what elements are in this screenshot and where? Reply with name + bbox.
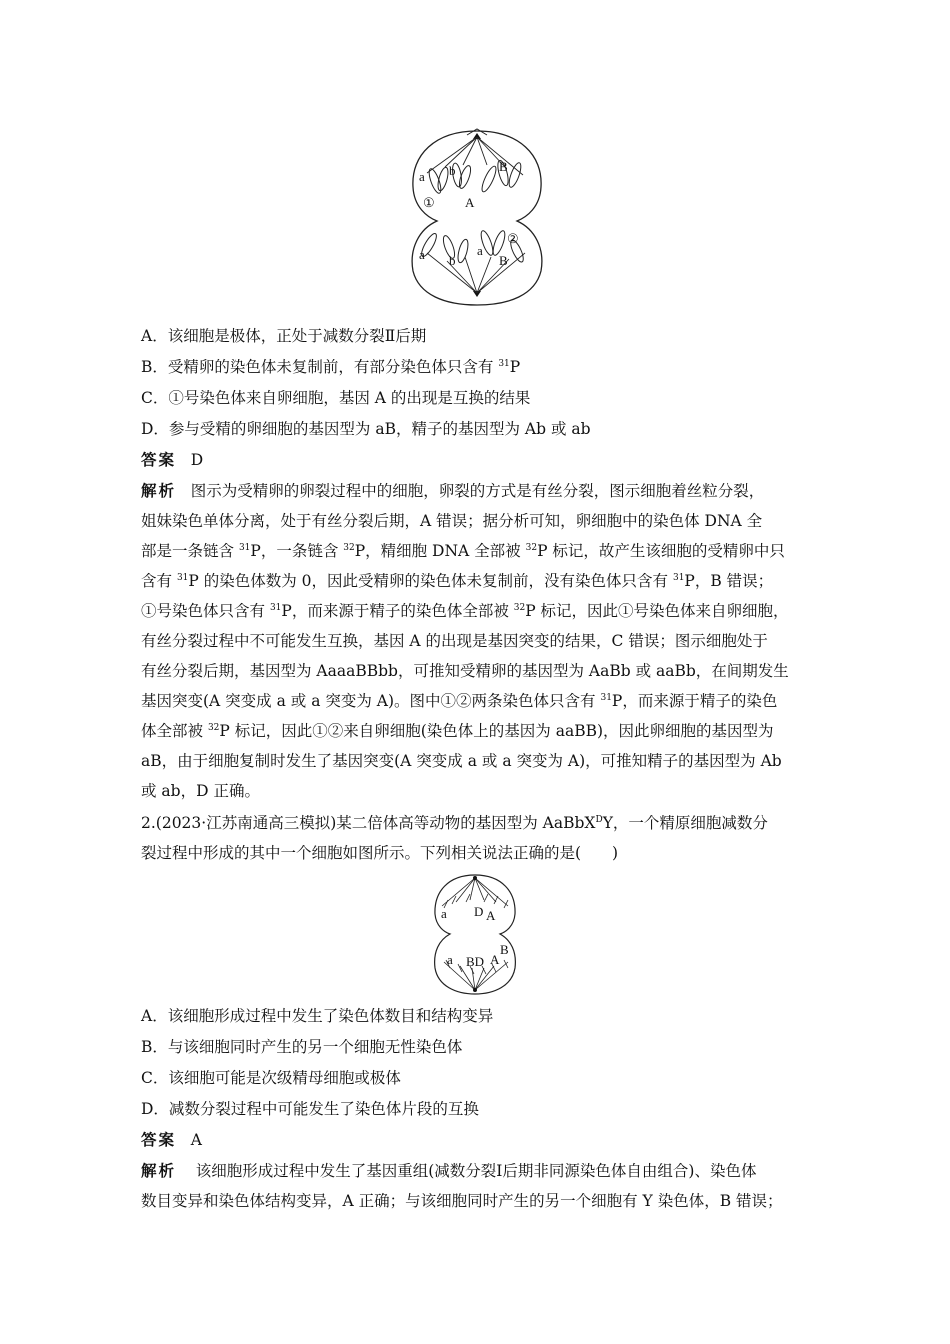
q1-l4-s2: 31 — [672, 573, 685, 583]
fig1-label-A: A — [465, 195, 475, 210]
q1-l4-s1: 31 — [176, 573, 189, 583]
q1-l5-s2: 32 — [513, 603, 526, 613]
fig2-label-A-top: A — [486, 908, 496, 923]
q1-analysis-label: 解析 — [141, 481, 177, 500]
q1-answer-value: D — [190, 451, 204, 469]
q1-l3-b: P，一条链含 — [250, 542, 344, 560]
q1-option-d: D．参与受精的卵细胞的基因型为 aB，精子的基因型为 Ab 或 ab — [141, 420, 591, 438]
q1-l8-a: 基因突变(A 突变成 a 或 a 突变为 A)。图中①②两条染色体只含有 — [141, 692, 601, 710]
q1-l5-b: P，而来源于精子的染色体全部被 — [281, 602, 514, 620]
q1-answer-label: 答案 — [141, 450, 177, 469]
q2-analysis-text-1: 该细胞形成过程中发生了基因重组(减数分裂Ⅰ后期非同源染色体自由组合)、染色体 — [195, 1162, 757, 1180]
q1-l5-a: ①号染色体只含有 — [141, 602, 270, 620]
figure-2-svg — [430, 872, 520, 997]
q2-answer-value: A — [190, 1131, 202, 1149]
q1-option-c: C．①号染色体来自卵细胞，基因 A 的出现是互换的结果 — [141, 389, 531, 407]
q2-option-b: B．与该细胞同时产生的另一个细胞无性染色体 — [141, 1038, 463, 1056]
fig1-label-a-top: a — [419, 169, 425, 184]
q1-analysis-line-9 — [141, 721, 821, 741]
q1-l4-c: P，B 错误； — [684, 572, 774, 590]
q1-l3-d: P 标记，故产生该细胞的受精卵中只 — [537, 542, 785, 560]
q1-analysis-line-7: 有丝分裂后期，基因型为 AaaaBBbb，可推知受精卵的基因型为 AaBb 或 aaBb，在间期发生 — [141, 662, 789, 680]
fig1-label-circle-one: ① — [423, 195, 435, 210]
q2-analysis-line-1 — [141, 1161, 821, 1181]
fig1-label-B-top: B — [499, 159, 508, 174]
fig1-label-b-top: b — [449, 163, 456, 178]
q1-analysis-line-4 — [141, 571, 821, 591]
q2-analysis-label: 解析 — [141, 1161, 177, 1180]
fig2-label-D-top: D — [474, 904, 484, 919]
fig2-label-A-bottom: A — [490, 952, 500, 967]
q1-l3-s1: 31 — [238, 543, 251, 553]
figure-1-svg — [405, 125, 550, 310]
fig1-label-b-bottom: b — [449, 253, 456, 268]
q2-option-d: D．减数分裂过程中可能发生了染色体片段的互换 — [141, 1100, 479, 1118]
fig1-label-B-bottom: B — [499, 253, 508, 268]
q1-analysis-text-1: 图示为受精卵的卵裂过程中的细胞，卵裂的方式是有丝分裂，图示细胞着丝粒分裂， — [190, 482, 765, 500]
q1-analysis-line-5 — [141, 601, 821, 621]
q2-analysis-line-2: 数目变异和染色体结构变异，A 正确；与该细胞同时产生的另一个细胞有 Y 染色体，B 错误； — [141, 1192, 783, 1210]
q1-l9-b: P 标记，因此①②来自卵细胞(染色体上的基因为 aaBB)，因此卵细胞的基因型为 — [219, 722, 774, 740]
fig2-label-B-bottom: B — [500, 942, 509, 957]
q2-option-a: A．该细胞形成过程中发生了染色体数目和结构变异 — [141, 1007, 494, 1025]
q1-option-a: A．该细胞是极体，正处于减数分裂Ⅱ后期 — [141, 327, 427, 345]
q1-l9-a: 体全部被 — [141, 722, 208, 740]
q1-option-b-sup: 31 — [498, 359, 510, 369]
q1-l3-a: 部是一条链含 — [141, 542, 239, 560]
q1-l3-s2: 32 — [343, 543, 355, 553]
q1-analysis-line-6: 有丝分裂过程中不可能发生互换，基因 A 的出现是基因突变的结果，C 错误；图示细胞处于 — [141, 632, 768, 650]
q1-l8-b: P，而来源于精子的染色 — [611, 692, 778, 710]
figure-1-cell-diagram — [405, 125, 550, 310]
q1-option-b — [141, 357, 821, 377]
q1-l5-s1: 31 — [269, 603, 282, 613]
q1-l3-c: P，精细胞 DNA 全部被 — [354, 542, 526, 560]
q2-stem-line-2: 裂过程中形成的其中一个细胞如图所示。下列相关说法正确的是( ) — [141, 844, 619, 862]
q1-analysis-line-10: aB，由于细胞复制时发生了基因突变(A 突变成 a 或 a 突变为 A)，可推知精子的基因型为 Ab — [141, 752, 782, 770]
q1-option-b-text-end: P — [509, 358, 521, 376]
q2-answer-label: 答案 — [141, 1130, 177, 1149]
q1-l9-s1: 32 — [207, 723, 220, 733]
q2-stem-a: 2.(2023·江苏南通高三模拟)某二倍体高等动物的基因型为 AaBbX — [141, 814, 596, 832]
q1-analysis-line-1 — [141, 481, 821, 501]
q1-l4-a: 含有 — [141, 572, 177, 590]
q1-analysis-line-2: 姐妹染色单体分离，处于有丝分裂后期，A 错误；据分析可知，卵细胞中的染色体 DNA 全 — [141, 512, 763, 530]
q2-answer-row — [141, 1130, 821, 1150]
q2-stem-sup: D — [595, 815, 603, 825]
fig1-label-circle-two: ② — [507, 231, 519, 246]
q2-stem-line-1 — [141, 813, 821, 833]
q1-analysis-line-8 — [141, 691, 821, 711]
q1-analysis-line-11: 或 ab，D 正确。 — [141, 782, 260, 800]
fig1-label-a-bottom-2: a — [477, 243, 483, 258]
q1-answer-row — [141, 450, 821, 470]
fig2-label-BD: BD — [466, 954, 485, 969]
q1-l5-c: P 标记，因此①号染色体来自卵细胞， — [525, 602, 789, 620]
q1-option-b-text: B．受精卵的染色体未复制前，有部分染色体只含有 — [141, 358, 499, 376]
q1-analysis-line-3 — [141, 541, 821, 561]
q1-l3-s3: 32 — [525, 543, 538, 553]
q2-stem-b: Y，一个精原细胞减数分 — [602, 814, 768, 832]
fig2-label-a-top: a — [441, 906, 447, 921]
figure-2-cell-diagram — [430, 872, 520, 997]
q2-option-c: C．该细胞可能是次级精母细胞或极体 — [141, 1069, 401, 1087]
q1-l8-s1: 31 — [600, 693, 612, 703]
fig1-label-a-bottom: a — [419, 247, 425, 262]
fig2-label-a-bottom: a — [447, 952, 453, 967]
q1-l4-b: P 的染色体数为 0，因此受精卵的染色体未复制前，没有染色体只含有 — [188, 572, 673, 590]
